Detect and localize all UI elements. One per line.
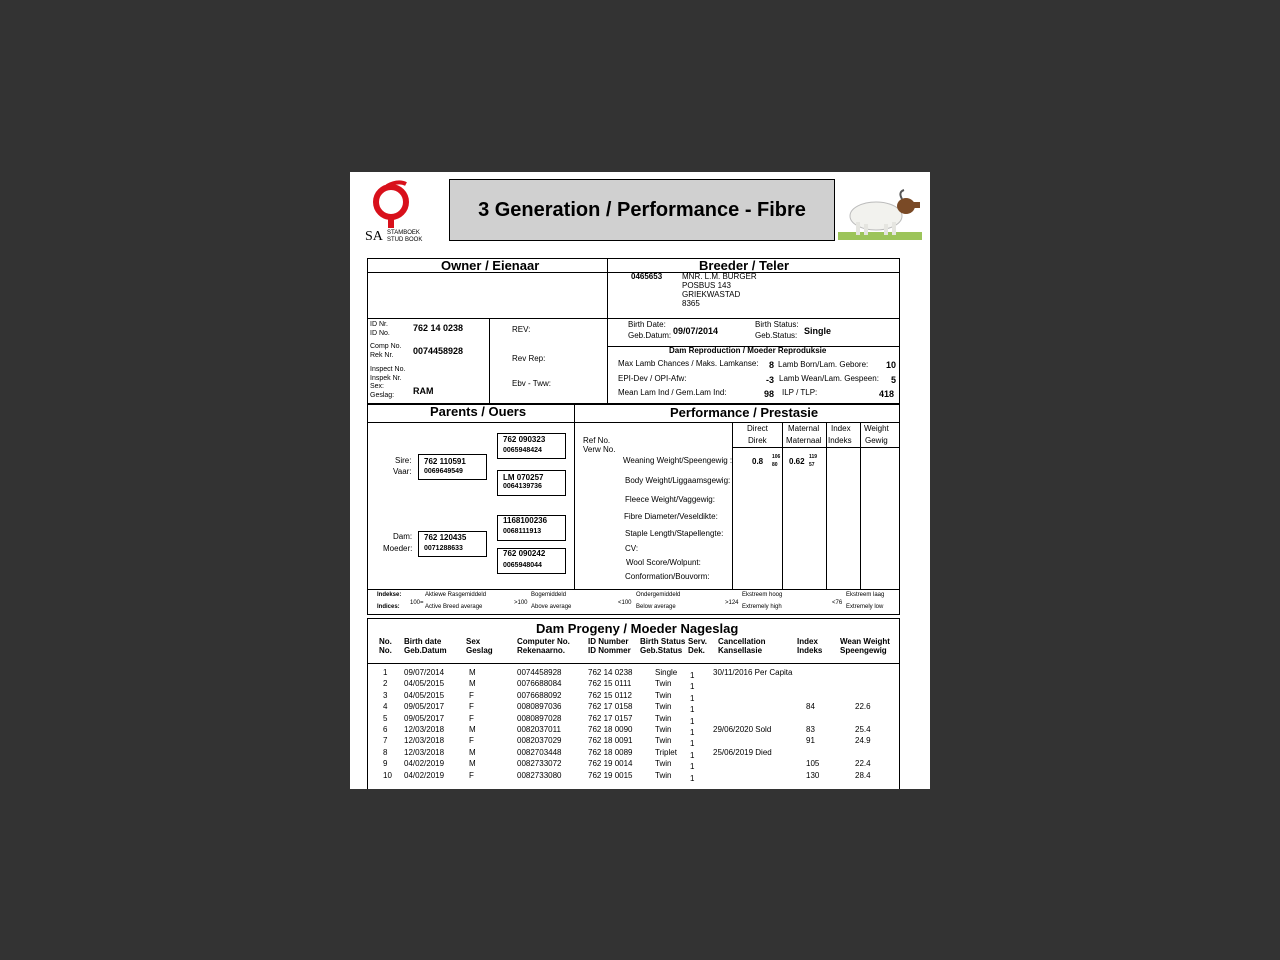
col-weight-1: Weight bbox=[864, 424, 889, 433]
col-index-1: Index bbox=[797, 637, 818, 646]
weaning-maternal-value: 0.62 bbox=[789, 457, 805, 466]
owner-heading: Owner / Eienaar bbox=[441, 258, 540, 273]
progeny-birth-status: Twin bbox=[655, 736, 672, 746]
progeny-index: 91 bbox=[806, 736, 815, 746]
performance-heading: Performance / Prestasie bbox=[670, 405, 819, 420]
progeny-serv: 1 bbox=[690, 693, 695, 703]
col-direct-2: Direk bbox=[748, 436, 767, 445]
legend-lt100-value: <100 bbox=[618, 600, 632, 606]
col-sex-1: Sex bbox=[466, 637, 481, 646]
trait-conformation: Conformation/Bouvorm: bbox=[625, 572, 710, 581]
col-maternal-1: Maternal bbox=[788, 424, 820, 433]
lamb-wean-label: Lamb Wean/Lam. Gespeen: bbox=[779, 374, 879, 383]
birth-date-value: 09/07/2014 bbox=[673, 326, 719, 336]
dam-id: 762 120435 bbox=[424, 533, 467, 542]
progeny-sex: F bbox=[469, 770, 474, 780]
progeny-computer-no: 0080897028 bbox=[517, 713, 562, 723]
dam-reproduction-heading: Dam Reproduction / Moeder Reproduksie bbox=[669, 346, 827, 355]
max-lamb-value: 8 bbox=[769, 360, 775, 370]
progeny-wean-weight: 22.4 bbox=[855, 759, 871, 769]
table-row bbox=[350, 749, 930, 760]
parents-heading: Parents / Ouers bbox=[430, 404, 527, 419]
weaning-maternal-sup: 119 bbox=[809, 454, 818, 460]
breeder-address-4: 8365 bbox=[682, 299, 700, 308]
progeny-birth-date: 04/02/2019 bbox=[404, 759, 445, 769]
lamb-born-label: Lamb Born/Lam. Gebore: bbox=[778, 360, 869, 369]
col-birthstatus-2: Geb.Status bbox=[640, 646, 683, 655]
ebv-label: Ebv - Tww: bbox=[512, 379, 551, 388]
progeny-computer-no: 0082733080 bbox=[517, 770, 562, 780]
weaning-maternal-sub: 57 bbox=[809, 462, 815, 468]
progeny-wean-weight: 24.9 bbox=[855, 736, 871, 746]
progeny-no: 10 bbox=[383, 770, 392, 780]
table-row bbox=[350, 692, 930, 703]
dam-sire-id: 1168100236 bbox=[503, 516, 548, 525]
birth-status-label-1: Birth Status: bbox=[755, 320, 799, 329]
col-index-2: Indeks bbox=[797, 646, 823, 655]
progeny-serv: 1 bbox=[690, 716, 695, 726]
breeder-heading: Breeder / Teler bbox=[699, 258, 790, 273]
progeny-index: 105 bbox=[806, 759, 820, 769]
legend-100-value: 100= bbox=[410, 600, 424, 606]
breeder-address-1: MNR. L.M. BURGER bbox=[682, 272, 757, 281]
dam-sire-comp: 0068111913 bbox=[503, 528, 542, 535]
col-sex-2: Geslag bbox=[466, 646, 493, 655]
trait-wool-score: Wool Score/Wolpunt: bbox=[626, 558, 701, 567]
col-idnumber-2: ID Nommer bbox=[588, 646, 631, 655]
table-row bbox=[350, 772, 930, 783]
legend-lt100-en: Below average bbox=[636, 604, 676, 610]
progeny-birth-date: 09/05/2017 bbox=[404, 702, 445, 712]
legend-100-af: Aktiewe Rasgemiddeld bbox=[425, 592, 487, 598]
progeny-sex: F bbox=[469, 713, 474, 723]
progeny-id-number: 762 18 0091 bbox=[588, 736, 633, 746]
progeny-birth-status: Twin bbox=[655, 690, 672, 700]
col-idnumber-1: ID Number bbox=[588, 637, 629, 646]
sire-sire-comp: 0065948424 bbox=[503, 447, 542, 454]
sire-label-1: Sire: bbox=[395, 456, 412, 465]
dam-comp: 0071288633 bbox=[424, 545, 463, 552]
col-no-1: No. bbox=[379, 637, 392, 646]
col-weanweight-2: Speengewig bbox=[840, 646, 887, 655]
progeny-no: 1 bbox=[383, 668, 388, 677]
progeny-sex: M bbox=[469, 747, 476, 757]
trait-fibre-diameter: Fibre Diameter/Veseldikte: bbox=[624, 512, 718, 521]
progeny-sex: M bbox=[469, 725, 476, 734]
col-computer-1: Computer No. bbox=[517, 637, 570, 646]
progeny-sex: F bbox=[469, 690, 474, 700]
progeny-birth-date: 04/05/2015 bbox=[404, 690, 445, 700]
sire-dam-id: LM 070257 bbox=[503, 473, 544, 482]
id-value: 762 14 0238 bbox=[413, 323, 464, 333]
progeny-serv: 1 bbox=[690, 705, 695, 715]
ilp-value: 418 bbox=[879, 389, 895, 399]
progeny-birth-date: 12/03/2018 bbox=[404, 747, 445, 757]
col-direct-1: Direct bbox=[747, 424, 768, 433]
birth-status-value: Single bbox=[804, 326, 832, 336]
epi-dev-value: -3 bbox=[766, 375, 775, 385]
progeny-serv: 1 bbox=[690, 728, 695, 737]
progeny-computer-no: 0080897036 bbox=[517, 702, 562, 712]
legend-gt100-en: Above average bbox=[531, 604, 572, 610]
col-weanweight-1: Wean Weight bbox=[840, 637, 890, 646]
progeny-sex: M bbox=[469, 759, 476, 769]
progeny-birth-status: Twin bbox=[655, 725, 672, 734]
progeny-serv: 1 bbox=[690, 739, 695, 749]
progeny-birth-date: 12/03/2018 bbox=[404, 725, 445, 734]
progeny-birth-date: 04/02/2019 bbox=[404, 770, 445, 780]
table-row bbox=[350, 669, 930, 680]
legend-gt100-value: >100 bbox=[514, 600, 528, 606]
trait-fleece-weight: Fleece Weight/Vaggewig: bbox=[625, 495, 715, 504]
progeny-id-number: 762 17 0157 bbox=[588, 713, 633, 723]
col-weight-2: Gewig bbox=[865, 436, 888, 445]
mean-lamb-label: Mean Lam Ind / Gem.Lam Ind: bbox=[618, 388, 727, 397]
progeny-computer-no: 0082037029 bbox=[517, 736, 562, 746]
progeny-no: 4 bbox=[383, 702, 388, 712]
progeny-birth-status: Twin bbox=[655, 679, 672, 689]
id-label-2: ID No. bbox=[370, 330, 390, 337]
dam-label-2: Moeder: bbox=[383, 544, 413, 553]
sex-value: RAM bbox=[413, 386, 434, 396]
legend-lt76-value: <76 bbox=[832, 600, 843, 606]
sire-id: 762 110591 bbox=[424, 457, 466, 466]
progeny-no: 2 bbox=[383, 679, 388, 689]
progeny-birth-status: Twin bbox=[655, 759, 672, 769]
col-index-1: Index bbox=[831, 424, 851, 433]
col-serv-2: Dek. bbox=[688, 646, 705, 655]
progeny-wean-weight: 28.4 bbox=[855, 770, 871, 780]
comp-value: 0074458928 bbox=[413, 346, 464, 356]
progeny-no: 8 bbox=[383, 747, 388, 757]
col-birthdate-2: Geb.Datum bbox=[404, 646, 447, 655]
progeny-sex: M bbox=[469, 668, 476, 677]
ref-no-label-2: Verw No. bbox=[583, 445, 616, 454]
sa-studbook-logo bbox=[362, 178, 432, 242]
certificate-sheet bbox=[350, 172, 930, 789]
progeny-serv: 1 bbox=[690, 762, 695, 772]
document-title-box bbox=[449, 179, 835, 241]
progeny-cancellation: 25/06/2019 Died bbox=[713, 747, 772, 757]
progeny-sex: F bbox=[469, 736, 474, 746]
logo-sa-text: SA bbox=[365, 229, 383, 244]
dam-dam-id: 762 090242 bbox=[503, 549, 546, 558]
sire-dam-comp: 0064139736 bbox=[503, 483, 542, 490]
logo-studbook-text: STUD BOOK bbox=[387, 237, 423, 243]
epi-dev-label: EPI-Dev / OPI-Afw: bbox=[618, 374, 687, 383]
breeder-number: 0465653 bbox=[631, 272, 663, 281]
progeny-birth-status: Single bbox=[655, 668, 678, 677]
progeny-cancellation: 29/06/2020 Sold bbox=[713, 725, 772, 734]
birth-date-label-2: Geb.Datum: bbox=[628, 331, 672, 340]
weaning-direct-sup: 106 bbox=[772, 454, 781, 460]
table-row bbox=[350, 703, 930, 714]
progeny-serv: 1 bbox=[690, 773, 695, 783]
progeny-header bbox=[350, 638, 930, 662]
legend-gt124-value: >124 bbox=[725, 600, 739, 606]
trait-staple-length: Staple Length/Stapellengte: bbox=[625, 529, 724, 538]
dam-progeny-heading: Dam Progeny / Moeder Nageslag bbox=[536, 621, 739, 636]
col-serv-1: Serv. bbox=[688, 637, 707, 646]
sire-comp: 0069649549 bbox=[424, 468, 463, 475]
dam-label-1: Dam: bbox=[393, 532, 413, 541]
progeny-id-number: 762 18 0090 bbox=[588, 725, 633, 734]
col-index-2: Indeks bbox=[828, 436, 852, 445]
table-row bbox=[350, 726, 930, 737]
progeny-cancellation: 30/11/2016 Per Capita bbox=[713, 668, 793, 677]
progeny-wean-weight: 22.6 bbox=[855, 702, 871, 712]
progeny-no: 5 bbox=[383, 713, 388, 723]
inspect-label-2: Inspek Nr. bbox=[370, 375, 402, 382]
progeny-id-number: 762 19 0015 bbox=[588, 770, 633, 780]
progeny-birth-date: 12/03/2018 bbox=[404, 736, 445, 746]
trait-weaning: Weaning Weight/Speengewig : bbox=[623, 456, 733, 465]
indexes-label-2: Indices: bbox=[377, 604, 400, 610]
legend-100-en: Active Breed average bbox=[425, 604, 483, 610]
sire-label-2: Vaar: bbox=[393, 467, 412, 476]
progeny-no: 9 bbox=[383, 759, 388, 769]
comp-label-2: Rek Nr. bbox=[370, 352, 394, 359]
progeny-sex: M bbox=[469, 679, 476, 689]
progeny-id-number: 762 17 0158 bbox=[588, 702, 633, 712]
col-birthstatus-1: Birth Status bbox=[640, 637, 686, 646]
sex-label-1: Sex: bbox=[370, 383, 385, 390]
indexes-label-1: Indekse: bbox=[377, 592, 402, 598]
progeny-sex: F bbox=[469, 702, 474, 712]
progeny-no: 3 bbox=[383, 690, 388, 700]
lamb-wean-value: 5 bbox=[891, 375, 897, 385]
progeny-id-number: 762 19 0014 bbox=[588, 759, 633, 769]
goat-image bbox=[838, 182, 922, 240]
col-birthdate-1: Birth date bbox=[404, 637, 442, 646]
progeny-computer-no: 0082733072 bbox=[517, 759, 562, 769]
legend-gt100-af: Bogemiddeld bbox=[531, 592, 567, 598]
col-no-2: No. bbox=[379, 646, 392, 655]
dam-dam-comp: 0065948044 bbox=[503, 562, 542, 569]
lamb-born-value: 10 bbox=[886, 360, 897, 370]
progeny-id-number: 762 15 0112 bbox=[588, 690, 632, 700]
progeny-computer-no: 0076688092 bbox=[517, 690, 562, 700]
progeny-birth-date: 09/07/2014 bbox=[404, 668, 445, 677]
trait-body-weight: Body Weight/Liggaamsgewig: bbox=[625, 476, 731, 485]
max-lamb-label: Max Lamb Chances / Maks. Lamkanse: bbox=[618, 359, 759, 368]
progeny-wean-weight: 25.4 bbox=[855, 725, 871, 734]
weaning-direct-sub: 80 bbox=[772, 462, 778, 468]
progeny-index: 83 bbox=[806, 725, 815, 734]
progeny-birth-status: Twin bbox=[655, 770, 672, 780]
trait-cv: CV: bbox=[625, 544, 639, 553]
progeny-birth-status: Twin bbox=[655, 713, 672, 723]
col-cancellation-1: Cancellation bbox=[718, 637, 766, 646]
table-row bbox=[350, 680, 930, 691]
logo-stamboek-text: STAMBOEK bbox=[387, 230, 420, 236]
progeny-computer-no: 0074458928 bbox=[517, 668, 562, 677]
progeny-id-number: 762 14 0238 bbox=[588, 668, 633, 677]
progeny-birth-date: 09/05/2017 bbox=[404, 713, 445, 723]
progeny-computer-no: 0076688084 bbox=[517, 679, 562, 689]
progeny-id-number: 762 18 0089 bbox=[588, 747, 633, 757]
progeny-id-number: 762 15 0111 bbox=[588, 679, 632, 689]
legend-lt76-en: Extremely low bbox=[846, 604, 884, 610]
legend-gt124-af: Ekstreem hoog bbox=[742, 592, 783, 598]
progeny-serv: 1 bbox=[690, 671, 695, 680]
col-maternal-2: Maternaal bbox=[786, 436, 822, 445]
legend-lt76-af: Ekstreem laag bbox=[846, 592, 885, 598]
table-row bbox=[350, 760, 930, 771]
ref-no-label-1: Ref No. bbox=[583, 436, 611, 445]
progeny-no: 6 bbox=[383, 725, 388, 734]
progeny-birth-date: 04/05/2015 bbox=[404, 679, 445, 689]
table-row bbox=[350, 715, 930, 726]
rev-label: REV: bbox=[512, 325, 531, 334]
progeny-index: 84 bbox=[806, 702, 815, 712]
progeny-birth-status: Twin bbox=[655, 702, 672, 712]
sire-sire-id: 762 090323 bbox=[503, 435, 546, 444]
col-cancellation-2: Kansellasie bbox=[718, 646, 763, 655]
ilp-label: ILP / TLP: bbox=[782, 388, 818, 397]
birth-status-label-2: Geb.Status: bbox=[755, 331, 798, 340]
col-computer-2: Rekenaarno. bbox=[517, 646, 566, 655]
comp-label-1: Comp No. bbox=[370, 343, 402, 350]
progeny-computer-no: 0082703448 bbox=[517, 747, 562, 757]
breeder-address-2: POSBUS 143 bbox=[682, 281, 731, 290]
progeny-birth-status: Triplet bbox=[655, 747, 677, 757]
progeny-no: 7 bbox=[383, 736, 388, 746]
progeny-serv: 1 bbox=[690, 750, 695, 760]
sex-label-2: Geslag: bbox=[370, 392, 395, 399]
progeny-serv: 1 bbox=[690, 682, 695, 692]
mean-lamb-value: 98 bbox=[764, 389, 775, 399]
legend-lt100-af: Ondergemiddeld bbox=[636, 592, 681, 598]
table-row bbox=[350, 737, 930, 748]
progeny-computer-no: 0082037011 bbox=[517, 725, 561, 734]
inspect-label-1: Inspect No. bbox=[370, 366, 406, 373]
id-label-1: ID Nr. bbox=[370, 321, 388, 328]
weaning-direct-value: 0.8 bbox=[752, 457, 764, 466]
progeny-index: 130 bbox=[806, 770, 820, 780]
document-title: 3 Generation / Performance - Fibre bbox=[478, 198, 806, 221]
birth-date-label-1: Birth Date: bbox=[628, 320, 666, 329]
rev-rep-label: Rev Rep: bbox=[512, 354, 546, 363]
breeder-address-3: GRIEKWASTAD bbox=[682, 290, 741, 299]
legend-gt124-en: Extremely high bbox=[742, 604, 782, 610]
